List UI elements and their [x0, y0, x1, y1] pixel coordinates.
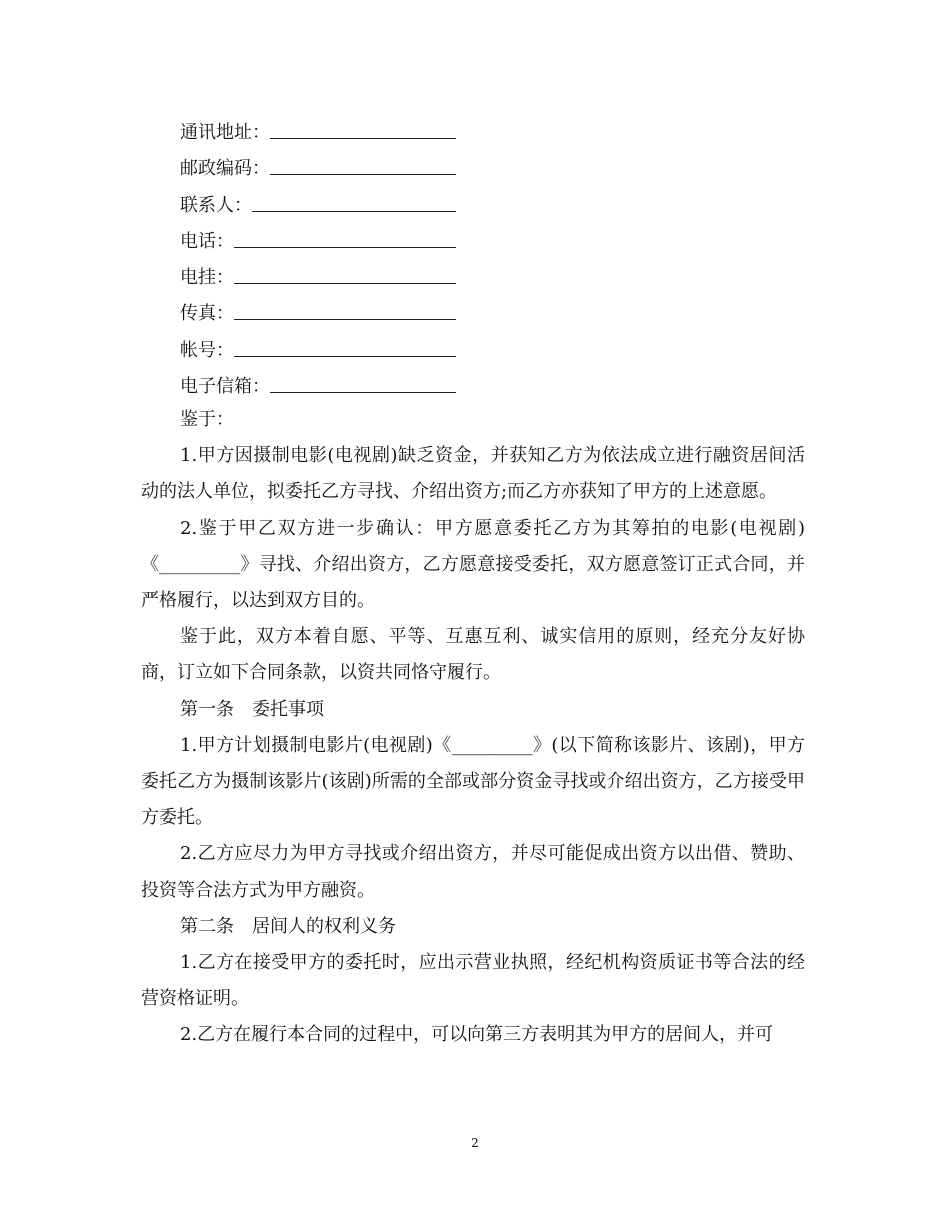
blank-line[interactable] [270, 114, 456, 139]
field-label: 帐号： [180, 339, 234, 361]
blank-line[interactable] [234, 295, 456, 320]
recital-paragraph: 2.鉴于甲乙双方进一步确认：甲方愿意委托乙方为其筹拍的电影(电视剧)《_________》寻找、介绍出资方，乙方愿意接受委托，双方愿意签订正式合同，并严格履行，以达到双方目的。 [141, 517, 805, 612]
field-telegraph [180, 259, 456, 295]
field-label: 通讯地址： [180, 122, 270, 143]
blank-line[interactable] [234, 259, 456, 284]
agreement-paragraph: 鉴于此，双方本着自愿、平等、互惠互利、诚实信用的原则，经充分友好协商，订立如下合同条款，以资共同恪守履行。 [141, 626, 805, 684]
field-contact-person [180, 187, 456, 223]
field-label: 电话： [180, 230, 234, 252]
clause-paragraph: 2.乙方应尽力为甲方寻找或介绍出资方，并尽可能促成出资方以出借、赞助、投资等合法方式为甲方融资。 [141, 843, 805, 901]
contact-fields [180, 114, 456, 404]
field-phone [180, 223, 456, 259]
field-label: 电子信箱： [180, 376, 270, 398]
field-label: 传真： [180, 303, 234, 325]
blank-line[interactable] [270, 368, 456, 393]
blank-line[interactable] [252, 187, 456, 212]
blank-line[interactable] [234, 223, 456, 248]
field-fax [180, 295, 456, 331]
field-email [180, 368, 456, 404]
recital-paragraph: 1.甲方因摄制电影(电视剧)缺乏资金，并获知乙方为依法成立进行融资居间活动的法人单位，拟委托乙方寻找、介绍出资方;而乙方亦获知了甲方的上述意愿。 [141, 445, 805, 503]
contract-body [141, 402, 805, 1054]
clause-paragraph: 1.乙方在接受甲方的委托时，应出示营业执照，经纪机构资质证书等合法的经营资格证明。 [141, 952, 805, 1010]
clause-paragraph: 1.甲方计划摄制电影片(电视剧)《_________》(以下简称该影片、该剧)，甲方委托乙方为摄制该影片(该剧)所需的全部或部分资金寻找或介绍出资方，乙方接受甲方委托。 [141, 734, 805, 829]
blank-line[interactable] [270, 150, 456, 175]
field-postcode [180, 150, 456, 186]
field-label: 邮政编码： [180, 158, 270, 180]
field-account [180, 332, 456, 368]
field-address [180, 114, 456, 150]
article-heading: 第一条 委托事项 [180, 698, 324, 720]
clause-paragraph: 2.乙方在履行本合同的过程中，可以向第三方表明其为甲方的居间人，并可 [180, 1024, 774, 1046]
article-heading: 第二条 居间人的权利义务 [180, 915, 396, 937]
blank-line[interactable] [234, 332, 456, 357]
page-number: 2 [471, 1136, 479, 1150]
field-label: 电挂： [180, 267, 234, 289]
recital-heading: 鉴于： [180, 409, 234, 430]
field-label: 联系人： [180, 194, 252, 216]
